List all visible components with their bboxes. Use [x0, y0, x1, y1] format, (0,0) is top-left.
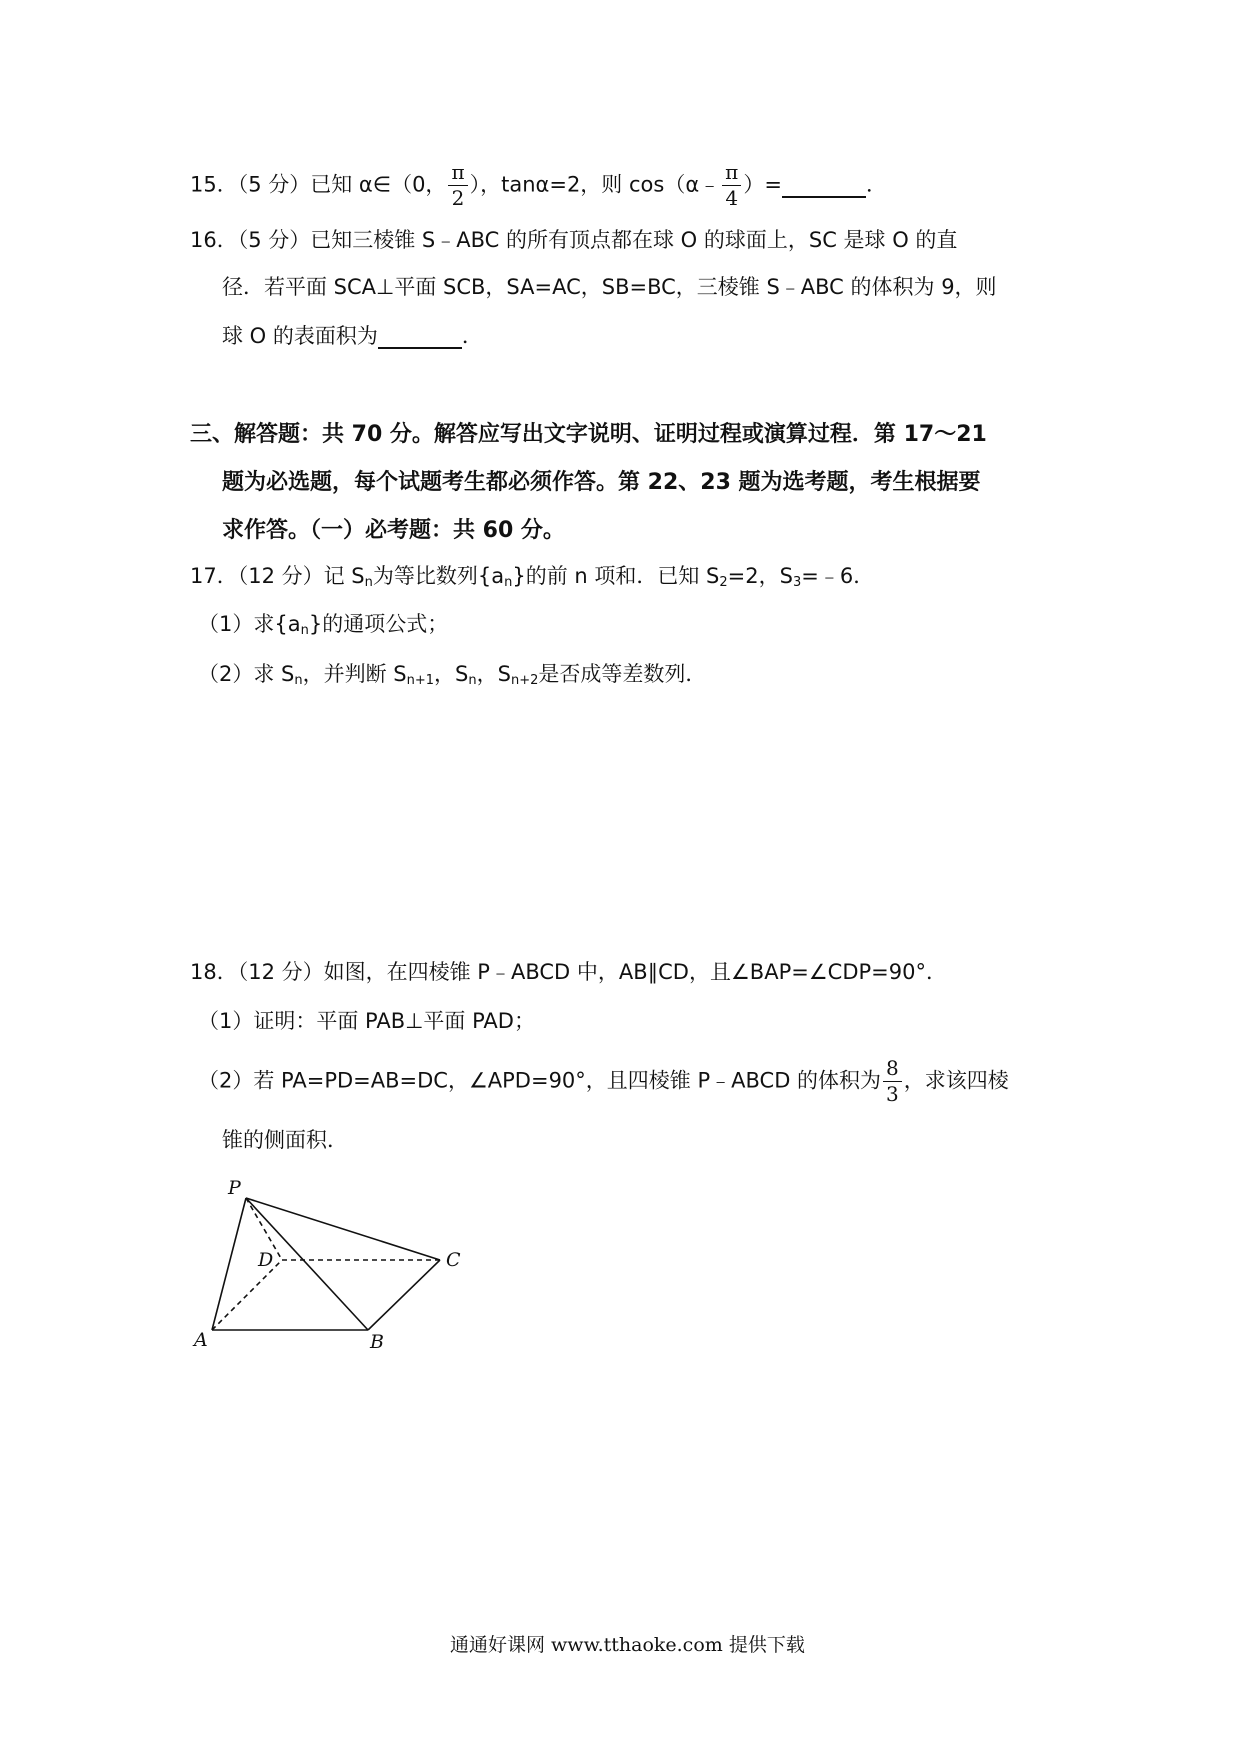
edge-PA	[212, 1198, 246, 1330]
question-18-part-2: （2）若 PA=PD=AB=DC，∠APD=90°，且四棱锥 P﹣ABCD 的体积为 $\frac{8}{3}$ ，求该四棱	[198, 1056, 1009, 1106]
question-18: 18．（12 分）如图，在四棱锥 P﹣ABCD 中，AB∥CD，且∠BAP=∠CDP=90°．	[190, 960, 947, 984]
label-A: A	[194, 1329, 208, 1351]
label-C: C	[446, 1249, 461, 1271]
fraction-8-over-3: $\frac{8}{3}$	[883, 1058, 902, 1105]
question-16-line-3: 球 O 的表面积为 ．	[222, 324, 483, 348]
q15-suffix: ）=	[743, 172, 782, 197]
question-17: 17．（12 分）记 $S_n$为等比数列$\{a_n\}$的前 n 项和．已知 $S_2=2$，$S_3=﹣6$．	[190, 564, 875, 590]
edge-BC	[368, 1260, 440, 1330]
answer-blank-15[interactable]	[782, 175, 866, 198]
question-17-part-1: （1）求$\{a_n\}$的通项公式；	[198, 612, 449, 638]
question-17-part-2: （2）求 $S_n$，并判断 $S_{n+1}$，$S_n$，$S_{n+2}$是否成等差数列．	[198, 662, 707, 688]
label-D: D	[258, 1249, 274, 1271]
question-18-part-2-line-2: 锥的侧面积．	[222, 1128, 348, 1152]
section-3-heading-line-3: 求作答。（一）必考题：共 60 分。	[222, 518, 565, 543]
question-16-line-1: 16．（5 分）已知三棱锥 S﹣ABC 的所有顶点都在球 O 的球面上，SC 是球 O 的直	[190, 228, 958, 252]
question-18-part-1: （1）证明：平面 PAB⊥平面 PAD；	[198, 1009, 535, 1033]
q15-middle: ），tanα=2，则 cos（α﹣	[469, 172, 721, 197]
section-3-heading-line-1: 三、解答题：共 70 分。解答应写出文字说明、证明过程或演算过程．第 17～21	[190, 422, 987, 447]
section-3-heading-line-2: 题为必选题，每个试题考生都必须作答。第 22、23 题为选考题，考生根据要	[222, 470, 981, 495]
question-16-line-2: 径．若平面 SCA⊥平面 SCB，SA=AC，SB=BC，三棱锥 S﹣ABC 的体积为 9，则	[222, 275, 997, 299]
question-15: 15．（5 分）已知 α∈（0， $\frac{\pi}{2}$ ），tanα=2，则 cos（α﹣ $\frac{\pi}{4}$ ）= ．	[190, 160, 887, 210]
q15-prefix: 15．（5 分）已知 α∈（0，	[190, 172, 447, 197]
fraction-pi-over-4: $\frac{\pi}{4}$	[722, 162, 741, 209]
answer-blank-16[interactable]	[378, 326, 462, 349]
label-P: P	[228, 1177, 241, 1199]
pyramid-figure	[190, 1162, 480, 1362]
fraction-pi-over-2: $\frac{\pi}{2}$	[448, 162, 467, 209]
label-B: B	[370, 1331, 384, 1353]
footer-source: 通通好课网 www.tthaoke.com 提供下载	[450, 1634, 805, 1656]
